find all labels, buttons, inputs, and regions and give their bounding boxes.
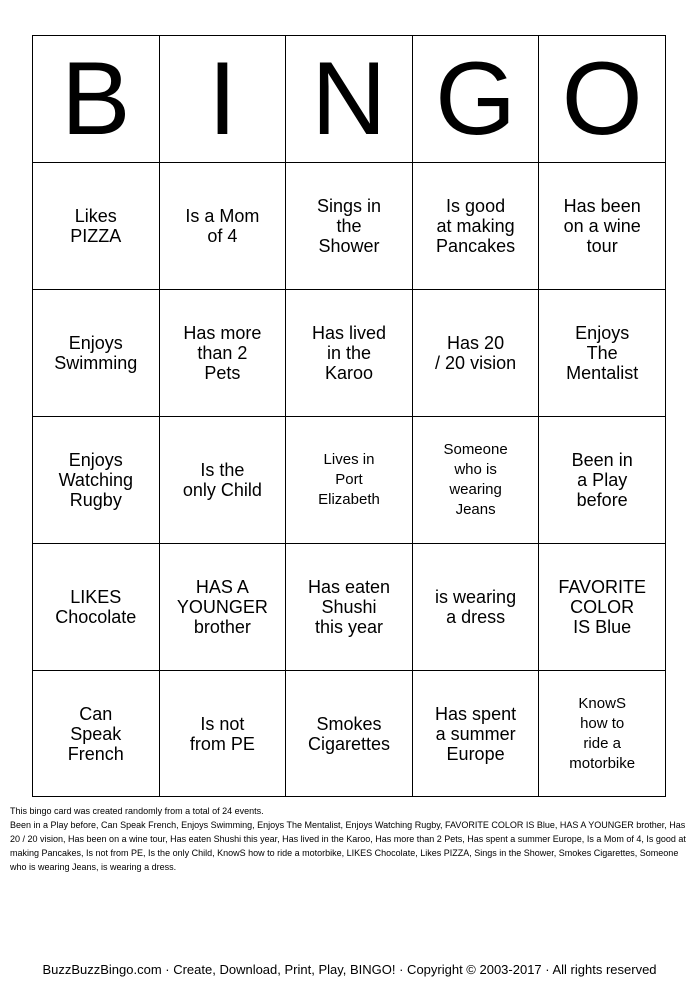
bingo-cell: is wearing a dress — [412, 544, 539, 671]
footer-copyright: BuzzBuzzBingo.com · Create, Download, Print, Play, BINGO! · Copyright © 2003-2017 · All rights reserved — [42, 962, 657, 977]
bingo-cell: Is good at making Pancakes — [412, 163, 539, 290]
header-letter-b: B — [33, 36, 160, 163]
bingo-cell: Has 20 / 20 vision — [412, 290, 539, 417]
bingo-cell: Smokes Cigarettes — [286, 671, 413, 797]
bingo-cell: Has been on a wine tour — [539, 163, 666, 290]
bingo-cell: HAS A YOUNGER brother — [159, 544, 286, 671]
bingo-cell: Is not from PE — [159, 671, 286, 797]
bingo-cell: Can Speak French — [33, 671, 160, 797]
bingo-cell: KnowS how to ride a motorbike — [539, 671, 666, 797]
bingo-cell: FAVORITE COLOR IS Blue — [539, 544, 666, 671]
bingo-cell: Someone who is wearing Jeans — [412, 417, 539, 544]
bingo-cell: Enjoys Watching Rugby — [33, 417, 160, 544]
header-letter-i: I — [159, 36, 286, 163]
bingo-cell: Has spent a summer Europe — [412, 671, 539, 797]
bingo-row — [33, 163, 666, 290]
bingo-cell: Has eaten Shushi this year — [286, 544, 413, 671]
bingo-header-row — [33, 36, 666, 163]
bingo-cell: Sings in the Shower — [286, 163, 413, 290]
bingo-cell: LIKES Chocolate — [33, 544, 160, 671]
header-letter-g: G — [412, 36, 539, 163]
info-intro: This bingo card was created randomly from a total of 24 events. — [10, 806, 264, 816]
header-letter-o: O — [539, 36, 666, 163]
card-info — [10, 804, 690, 874]
bingo-cell: Been in a Play before — [539, 417, 666, 544]
bingo-card — [32, 35, 666, 797]
bingo-row — [33, 671, 666, 797]
bingo-cell: Lives in Port Elizabeth — [286, 417, 413, 544]
bingo-cell: Enjoys The Mentalist — [539, 290, 666, 417]
bingo-cell: Is a Mom of 4 — [159, 163, 286, 290]
bingo-cell: Has lived in the Karoo — [286, 290, 413, 417]
bingo-row — [33, 290, 666, 417]
bingo-cell: Enjoys Swimming — [33, 290, 160, 417]
bingo-row — [33, 544, 666, 671]
bingo-cell: Has more than 2 Pets — [159, 290, 286, 417]
bingo-cell: Likes PIZZA — [33, 163, 160, 290]
header-letter-n: N — [286, 36, 413, 163]
info-events-list: Been in a Play before, Can Speak French, Enjoys Swimming, Enjoys The Mentalist, Enjoys Watching Rugby, FAVORITE COLOR IS Blue, HAS A YOUNGER brother, Has 20 / 20 vision, Has been on a wine tour, Has eaten Shushi this year, Has lived in the Karoo, Has more than 2 Pets, Has spent a summer Europe, Is a Mom of 4, Is good at making Pancakes, Is not from PE, Is the only Child, KnowS how to ride a motorbike, LIKES Chocolate, Likes PIZZA, Sings in the Shower, Smokes Cigarettes, Someone who is wearing Jeans, is wearing a dress. — [10, 820, 686, 872]
bingo-cell: Is the only Child — [159, 417, 286, 544]
bingo-row — [33, 417, 666, 544]
